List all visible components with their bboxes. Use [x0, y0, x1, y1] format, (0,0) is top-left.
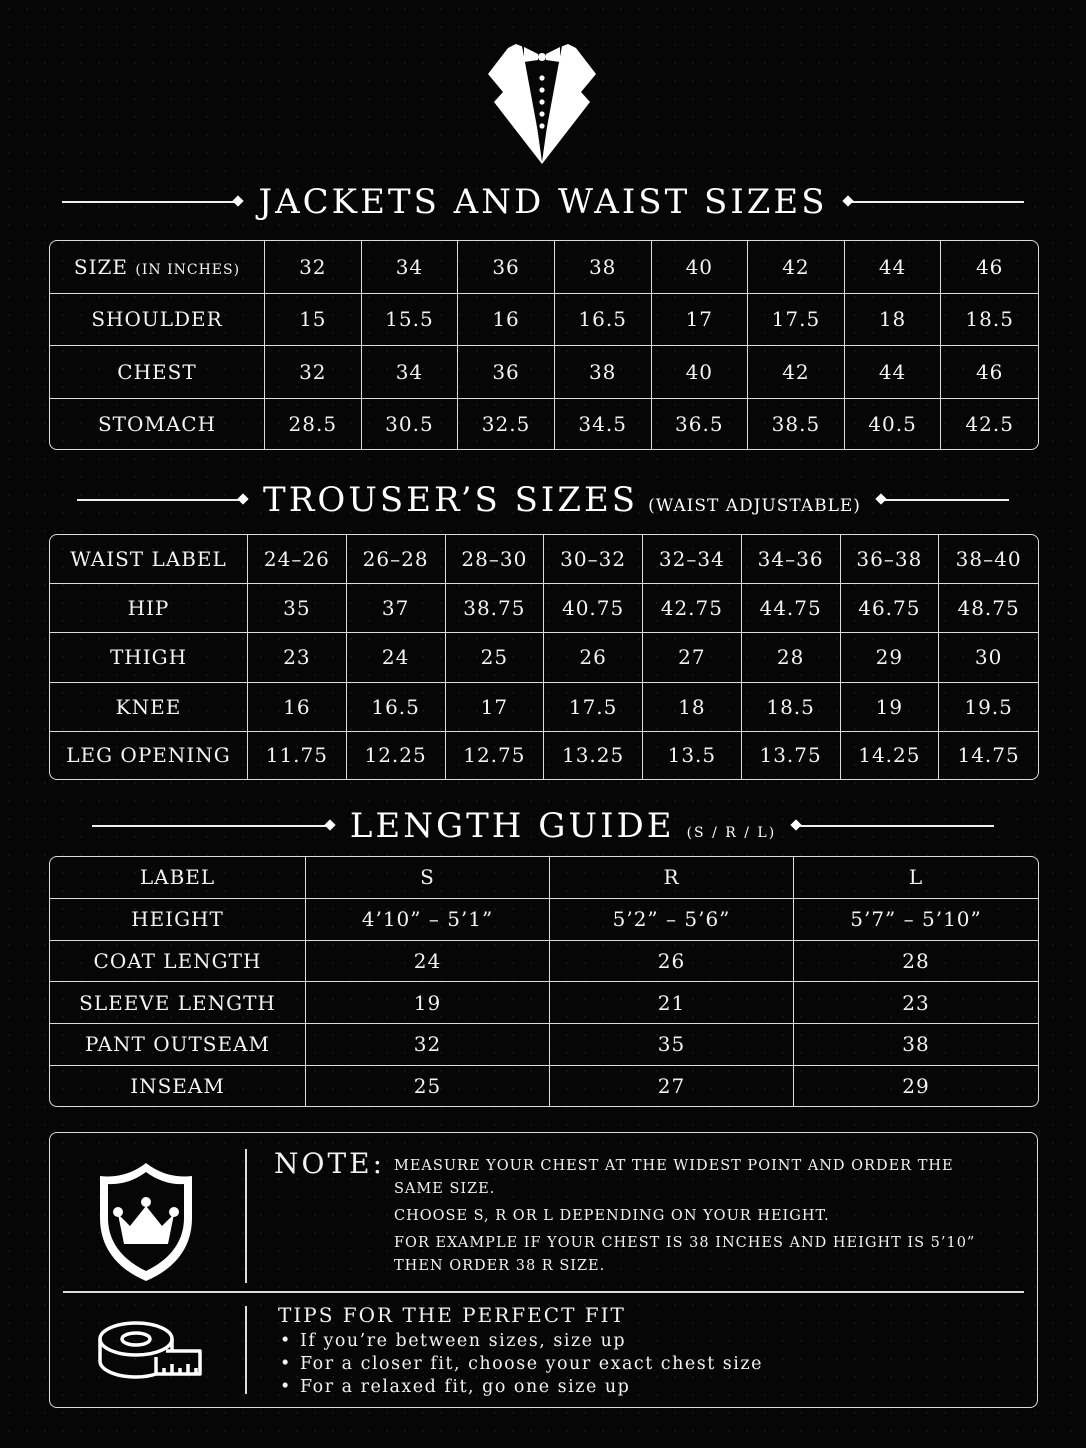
table-cell: 5’2” – 5’6” [550, 899, 794, 941]
row-label: LEG OPENING [50, 732, 248, 779]
size-header-value: 38 [555, 241, 652, 294]
jackets-title: JACKETS AND WAIST SIZES [258, 182, 828, 222]
table-cell: 28.5 [265, 399, 362, 449]
tip-item [280, 1330, 763, 1353]
heading-rule-left [92, 825, 332, 827]
table-cell: 42.75 [643, 584, 742, 633]
row-label: KNEE [50, 683, 248, 732]
table-row [50, 399, 1038, 449]
table-cell: 12.75 [446, 732, 545, 779]
table-cell: 35 [550, 1024, 794, 1066]
note-tips-divider [63, 1291, 1024, 1293]
note-line: MEASURE YOUR CHEST AT THE WIDEST POINT AND ORDER THE SAME SIZE. [394, 1158, 954, 1197]
table-cell: 34 [362, 346, 459, 399]
tip-text: For a closer fit, choose your exact chest size [300, 1354, 763, 1374]
table-cell: 38.75 [446, 584, 545, 633]
heading-rule-right [794, 825, 994, 827]
measuring-tape-icon [96, 1317, 206, 1387]
table-cell: 48.75 [939, 584, 1038, 633]
trousers-heading [0, 478, 1086, 522]
size-header-value: 44 [845, 241, 942, 294]
waist-header-value: 30–32 [544, 535, 643, 584]
table-cell: 26 [550, 941, 794, 983]
tips-list [280, 1330, 763, 1399]
table-cell: 46.75 [841, 584, 940, 633]
table-row [50, 732, 1038, 779]
table-cell: 27 [550, 1066, 794, 1106]
row-label: CHEST [50, 346, 265, 399]
jackets-heading [0, 180, 1086, 224]
shield-crown-icon [96, 1160, 196, 1284]
table-cell: 15 [265, 294, 362, 347]
table-cell: 13.75 [742, 732, 841, 779]
tip-text: If you’re between sizes, size up [300, 1331, 627, 1351]
trousers-subtitle: (WAIST ADJUSTABLE) [648, 496, 861, 516]
row-label: HIP [50, 584, 248, 633]
table-row [50, 346, 1038, 399]
table-row [50, 683, 1038, 732]
table-row [50, 941, 1038, 983]
label-header: LABEL [50, 857, 306, 899]
size-header-cell [50, 241, 265, 294]
table-header-row [50, 241, 1038, 294]
table-row [50, 633, 1038, 682]
note-line: FOR EXAMPLE IF YOUR CHEST IS 38 INCHES AND HEIGHT IS 5’10” THEN ORDER 38 R SIZE. [394, 1235, 976, 1274]
heading-rule-right [846, 201, 1024, 203]
table-cell: 16.5 [347, 683, 446, 732]
table-cell: 15.5 [362, 294, 459, 347]
table-cell: 24 [306, 941, 550, 983]
note-box [49, 1132, 1038, 1408]
row-label: COAT LENGTH [50, 941, 306, 983]
table-cell: 5’7” – 5’10” [794, 899, 1038, 941]
heading-rule-left [77, 499, 245, 501]
table-cell: 32 [265, 346, 362, 399]
table-cell: 34.5 [555, 399, 652, 449]
size-header-value: 36 [458, 241, 555, 294]
table-cell: 21 [550, 982, 794, 1024]
table-cell: 17 [446, 683, 545, 732]
table-cell: 38 [794, 1024, 1038, 1066]
size-label: SIZE [73, 254, 129, 279]
bullet-icon: • [280, 1354, 292, 1374]
size-header-value: 42 [748, 241, 845, 294]
waist-header-value: 38–40 [939, 535, 1038, 584]
waist-header-value: 24–26 [248, 535, 347, 584]
tip-item [280, 1376, 763, 1399]
table-cell: 25 [446, 633, 545, 682]
table-row [50, 982, 1038, 1024]
waist-header-value: 34–36 [742, 535, 841, 584]
length-column-header: S [306, 857, 550, 899]
table-cell: 14.75 [957, 743, 1020, 768]
table-cell: 36 [458, 346, 555, 399]
note-divider [245, 1149, 247, 1283]
size-header-value: 34 [362, 241, 459, 294]
tips-divider [245, 1306, 247, 1394]
table-cell: 13.5 [643, 732, 742, 779]
length-subtitle: (S / R / L) [686, 825, 777, 841]
waist-header-value: 28–30 [446, 535, 545, 584]
table-cell: 37 [347, 584, 446, 633]
tip-item [280, 1353, 763, 1376]
table-cell: 40.75 [544, 584, 643, 633]
size-header-value: 40 [652, 241, 749, 294]
table-cell: 16 [458, 294, 555, 347]
table-row [50, 899, 1038, 941]
length-guide-table [49, 856, 1039, 1107]
table-cell: 36.5 [652, 399, 749, 449]
table-cell: 18.5 [941, 294, 1038, 347]
row-label: SLEEVE LENGTH [50, 982, 306, 1024]
waist-header-value: 32–34 [643, 535, 742, 584]
table-cell: 23 [248, 633, 347, 682]
trousers-title: TROUSER’S SIZES [263, 480, 639, 520]
row-label: PANT OUTSEAM [50, 1024, 306, 1066]
heading-rule-left [62, 201, 240, 203]
table-cell: 46 [941, 346, 1038, 399]
table-cell: 11.75 [248, 732, 347, 779]
waist-label-header: WAIST LABEL [50, 535, 248, 584]
size-header-value: 46 [941, 241, 1038, 294]
table-cell: 40.5 [845, 399, 942, 449]
heading-rule-right [879, 499, 1009, 501]
table-cell: 30.5 [362, 399, 459, 449]
table-cell: 44.75 [742, 584, 841, 633]
table-cell: 38 [555, 346, 652, 399]
table-cell: 28 [742, 633, 841, 682]
table-cell: 32 [306, 1024, 550, 1066]
table-cell: 28 [794, 941, 1038, 983]
table-cell: 17.5 [748, 294, 845, 347]
trousers-size-table [49, 534, 1039, 780]
tips-title: TIPS FOR THE PERFECT FIT [278, 1303, 626, 1327]
table-cell: 19 [841, 683, 940, 732]
bullet-icon: • [280, 1377, 292, 1397]
table-cell: 13.25 [544, 732, 643, 779]
table-cell: 18.5 [742, 683, 841, 732]
table-row [50, 1066, 1038, 1106]
table-cell: 17 [652, 294, 749, 347]
size-header-value: 32 [265, 241, 362, 294]
length-title: LENGTH GUIDE [349, 806, 675, 846]
note-line: CHOOSE S, R OR L DEPENDING ON YOUR HEIGHT. [394, 1208, 830, 1224]
table-cell: 27 [643, 633, 742, 682]
table-cell: 25 [306, 1066, 550, 1106]
table-cell: 40 [652, 346, 749, 399]
table-cell: 42 [748, 346, 845, 399]
table-cell: 29 [902, 1073, 930, 1098]
table-cell: 16 [248, 683, 347, 732]
jackets-size-table [49, 240, 1039, 450]
waist-header-value: 36–38 [841, 535, 940, 584]
table-cell: 18 [845, 294, 942, 347]
tuxedo-icon [486, 44, 598, 166]
note-text [394, 1155, 994, 1282]
table-cell: 4’10” – 5’1” [306, 899, 550, 941]
row-label: THIGH [50, 633, 248, 682]
table-cell: 29 [841, 633, 940, 682]
table-cell: 32.5 [458, 399, 555, 449]
row-label: SHOULDER [50, 294, 265, 347]
row-label: INSEAM [50, 1066, 306, 1106]
waist-header-value: 26–28 [347, 535, 446, 584]
table-cell: 44 [845, 346, 942, 399]
tip-text: For a relaxed fit, go one size up [300, 1377, 631, 1397]
table-cell: 38.5 [748, 399, 845, 449]
table-cell: 26 [544, 633, 643, 682]
length-column-header: R [550, 857, 794, 899]
table-cell: 30 [939, 633, 1038, 682]
table-header-row [50, 857, 1038, 899]
row-label: HEIGHT [50, 899, 306, 941]
table-cell: 23 [794, 982, 1038, 1024]
table-cell: 19 [306, 982, 550, 1024]
table-cell: 14.25 [841, 732, 940, 779]
table-cell: 18 [643, 683, 742, 732]
table-header-row [50, 535, 1038, 584]
table-cell: 35 [248, 584, 347, 633]
length-heading [0, 804, 1086, 848]
table-cell: 42.5 [965, 411, 1014, 436]
table-cell: 16.5 [555, 294, 652, 347]
size-unit: (IN INCHES) [135, 261, 241, 278]
table-cell: 12.25 [347, 732, 446, 779]
table-row [50, 584, 1038, 633]
table-cell: 24 [347, 633, 446, 682]
table-row [50, 1024, 1038, 1066]
table-cell: 19.5 [939, 683, 1038, 732]
length-column-header: L [794, 857, 1038, 899]
row-label: STOMACH [50, 399, 265, 449]
bullet-icon: • [280, 1331, 292, 1351]
table-row [50, 294, 1038, 347]
table-cell: 17.5 [544, 683, 643, 732]
note-title: NOTE: [274, 1147, 386, 1180]
